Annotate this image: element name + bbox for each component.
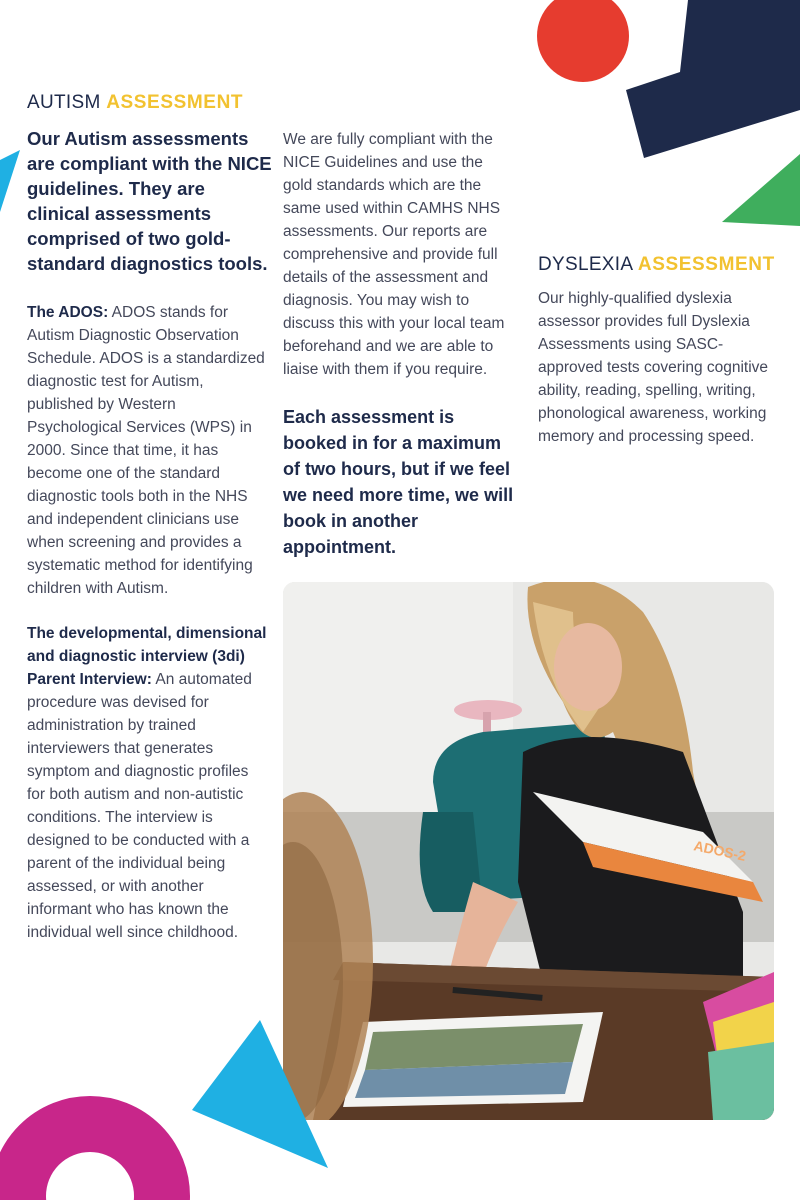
ados-label: The ADOS: — [27, 304, 109, 321]
dyslexia-paragraph: Our highly-qualified dyslexia assessor provides full Dyslexia Assessments using SASC- approved tests covering cognitive ability, reading, spelling, writing, phonological awareness, working memory and processing speed. — [538, 290, 769, 445]
dyslexia-heading-accent: ASSESSMENT — [637, 254, 775, 275]
assessment-photo — [283, 582, 774, 1120]
autism-heading-accent: ASSESSMENT — [106, 92, 244, 113]
ados-text: ADOS stands for Autism Diagnostic Observation Schedule. ADOS is a standardized diagnostic test for Autism, published by Western Psychological Services (WPS) in 2000. Since that time, it has become one of the standard diagnostic tools both in the NHS and independent clinicians use when screening and provides a systematic method for identifying children with Autism. — [27, 304, 265, 597]
red-circle-shape — [536, 0, 632, 84]
booking-statement: Each assessment is booked in for a maximum of two hours, but if we feel we need more time, we will book in another appointment. — [283, 407, 514, 557]
three-di-text: An automated procedure was devised for administration by trained interviewers that generates symptom and diagnostic profiles for both autism and non-autistic conditions. The interview is designed to be conducted with a parent of the individual being assessed, or with another informant who has known the individual well since childhood. — [27, 671, 252, 941]
autism-heading — [27, 92, 243, 114]
green-triangle-shape — [718, 150, 800, 230]
dyslexia-heading-main: DYSLEXIA — [538, 254, 633, 275]
autism-intro: Our Autism assessments are compliant with the NICE guidelines. They are clinical assessments comprised of two gold-standard diagnostics tools. — [27, 128, 272, 274]
ados-paragraph — [27, 301, 272, 600]
navy-block-shape — [620, 0, 800, 160]
dyslexia-heading — [538, 254, 775, 276]
compliance-paragraph: We are fully compliant with the NICE Guidelines and use the gold standards which are the same used within CAMHS NHS assessments. Our reports are comprehensive and provide full details of the assessment and diagnosis. You may wish to discuss this with your local team beforehand and we are able to liaise with them if you require. — [283, 131, 505, 378]
three-di-paragraph — [27, 622, 267, 944]
cyan-edge-triangle-shape — [0, 150, 24, 214]
magenta-ring-shape — [0, 1050, 190, 1200]
autism-heading-main: AUTISM — [27, 92, 101, 113]
photo-booklet-label: ADOS-2 — [692, 837, 748, 864]
three-di-label: The developmental, dimensional and diagnostic interview (3di) Parent Interview: — [27, 625, 267, 688]
cyan-triangle-shape — [190, 1018, 330, 1170]
